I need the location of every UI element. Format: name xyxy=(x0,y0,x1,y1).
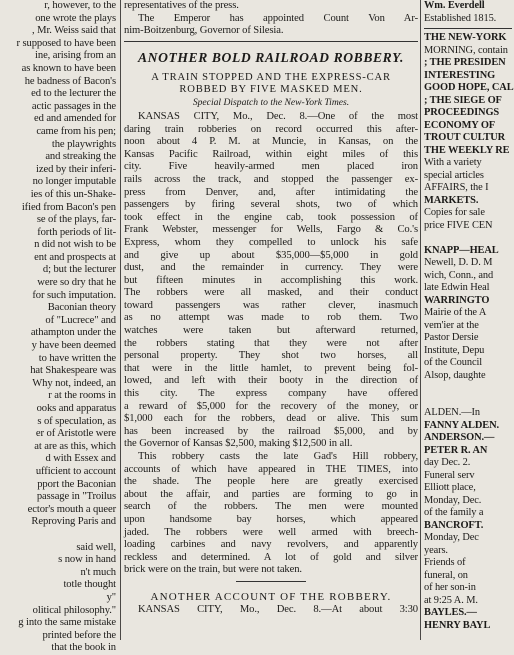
right-text-line: Institute, Depu xyxy=(424,344,485,356)
body-line: dust, and the remainder in currency. They were xyxy=(124,262,418,274)
left-text-line: r at the rooms in xyxy=(48,390,116,402)
left-text-line: said well, xyxy=(76,541,116,553)
left-text-line: n did not wish to be xyxy=(34,239,116,251)
left-text-line: ine, arising from an xyxy=(35,50,116,62)
right-text-line: of her son-in xyxy=(424,582,476,593)
left-text-line xyxy=(0,529,118,542)
left-text-line: ooks and apparatus xyxy=(36,403,116,414)
right-text-line: Newell, D. D. M xyxy=(424,257,493,268)
body-line: upon handsome bay horses, which appeared xyxy=(124,513,418,525)
body-line: The robbers were all masked, and their conduct xyxy=(124,287,418,299)
left-text-line: forth periods of lit- xyxy=(37,226,116,238)
left-text-line: ector's mouth a queer xyxy=(27,503,116,515)
right-text-line: HENRY BAYL xyxy=(424,619,491,631)
column-rule-right xyxy=(420,0,421,640)
left-text-line: ified from Bacon's pen xyxy=(21,201,116,213)
body-line: has been increased by the railroad $5,000, and by xyxy=(124,425,418,437)
right-text-line: INTERESTING xyxy=(424,69,496,81)
advertiser-name: Wm. Everdell xyxy=(424,0,485,11)
left-text-line: ufficient to account xyxy=(35,465,116,477)
left-text-line: er of Aristotle were xyxy=(35,428,116,440)
body-line: a reward of $5,000 for the recovery of the money, or xyxy=(124,400,418,412)
left-text-line: ies of this un-Shake- xyxy=(30,188,116,200)
left-text-line: ized by their inferi- xyxy=(36,163,116,175)
body-line: the Governor of Kansas $2,500, making $12,500 in all. xyxy=(124,438,353,450)
left-text-line: the playwrights xyxy=(51,138,116,150)
body-line: personal property. They shot two horses, all xyxy=(124,350,418,362)
right-text-line: GOOD HOPE, CAL xyxy=(424,82,514,93)
right-text-line: Friends of xyxy=(424,557,466,568)
right-text-line: Mairie of the A xyxy=(424,307,487,318)
left-text-line: ent and prospects at xyxy=(34,251,116,263)
body-line: about the affair, and parties are forming to go in xyxy=(124,488,418,500)
second-headline: ANOTHER ACCOUNT OF THE ROBBERY. xyxy=(150,590,392,603)
body-line: loading carbines and navy revolvers, and apparently xyxy=(124,539,418,551)
right-text-line: FANNY ALDEN. xyxy=(424,419,499,431)
left-text-line: athampton under the xyxy=(30,327,116,339)
left-text-line: hat Shakespeare was xyxy=(30,365,116,377)
right-text-line xyxy=(424,232,512,245)
left-text-line: g into the same mistake xyxy=(18,617,116,629)
body-line: reckless and determined. A lot of gold and silver xyxy=(124,551,418,563)
right-text-line: Alsop, daughte xyxy=(424,369,486,381)
body-line: press from Denver, and, after intimidating the xyxy=(124,186,418,198)
left-text-line: passage in "Troilus xyxy=(36,491,116,503)
body-line: watches were taken but afterward returned, xyxy=(124,325,418,337)
left-text-line: were so dry that he xyxy=(37,277,116,289)
subhead-line: A TRAIN STOPPED AND THE EXPRESS-CAR xyxy=(151,71,391,83)
body-line: daring train robberies on record occurred this after- xyxy=(124,123,418,135)
left-text-line: no longer imputable xyxy=(32,176,116,188)
left-text-line: came from his pen; xyxy=(36,125,116,137)
body-line: jaded. The robbers were well armed with breech- xyxy=(124,526,418,538)
left-text-line: to have written the xyxy=(38,352,116,364)
right-text-line: MORNING, contain xyxy=(424,44,508,56)
right-text-line: price FIVE CEN xyxy=(424,219,493,231)
body-line: took effect in the engine cab, took possession of xyxy=(124,211,418,223)
left-text-line: d; but the lecturer xyxy=(42,264,116,276)
body-line: that were in the little hamlet, to prevent being fol- xyxy=(124,362,418,374)
body-line: search of the robbers. The men were mounted xyxy=(124,501,418,513)
left-text-line: Baconian theory xyxy=(47,302,116,314)
right-text-line: Elliott place, xyxy=(424,482,476,493)
left-text-line: se of the plays, far- xyxy=(36,214,116,226)
right-text-line: ; THE SIEGE OF xyxy=(424,94,502,106)
body-line: lowed, and left with their booty in the direction of xyxy=(124,375,418,387)
left-text-line: of "Lucrece" and xyxy=(45,314,116,326)
right-text-line xyxy=(424,395,512,408)
right-column xyxy=(424,0,512,640)
right-text-line: THE NEW-YORK xyxy=(424,32,507,43)
right-column-text xyxy=(424,32,512,632)
body-line: toward passengers was rather clever, inasmuch xyxy=(124,299,418,311)
right-text-line: of the family a xyxy=(424,507,484,518)
left-text-line: for such imputation. xyxy=(32,289,116,301)
right-text-line: wich, Conn., and xyxy=(424,269,494,281)
headline: ANOTHER BOLD RAILROAD ROBBERY. xyxy=(137,49,404,65)
body-line: accounts of which have appeared in THE TIMES, into xyxy=(124,463,418,475)
intro-line: The Emperor has appointed Count Von Ar- xyxy=(138,12,418,24)
dispatch-credit: Special Dispatch to the New-York Times. xyxy=(192,96,350,108)
left-text-line: totle thought xyxy=(63,579,116,591)
right-text-line: PETER R. AN xyxy=(424,444,488,456)
body-line: the robbers stating that they were not after xyxy=(124,337,418,349)
intro-paragraph xyxy=(124,0,418,38)
left-text-line: d with Essex and xyxy=(45,453,116,465)
left-text-line: Why not, indeed, an xyxy=(32,377,116,389)
intro-line: representatives of the press. xyxy=(124,0,239,11)
subheadline xyxy=(124,72,418,97)
right-text-line: BAYLES.— xyxy=(424,607,477,618)
body-line: the shade. The people here are greatly exercised xyxy=(124,476,418,488)
section-divider xyxy=(124,41,418,42)
left-text-line: y have been deemed xyxy=(31,340,116,352)
intro-line: nim-Boitzenburg, Governor of Silesia. xyxy=(124,25,284,37)
left-text-line: one wrote the plays xyxy=(35,12,116,24)
right-text-line: PROCEEDINGS xyxy=(424,107,500,118)
right-text-line xyxy=(424,382,512,395)
right-text-line: Funeral serv xyxy=(424,469,475,481)
left-column xyxy=(0,0,118,654)
right-text-line: WARRINGTO xyxy=(424,294,490,306)
right-divider xyxy=(424,28,512,29)
right-text-line: THE WEEKLY RE xyxy=(424,144,510,156)
body-line: This robbery casts the late Gad's Hill robbery, xyxy=(138,451,418,462)
article-body xyxy=(124,111,418,577)
body-line: $1,000 each for the robbers, dead or alive. This sum xyxy=(124,413,418,425)
right-text-line: ALDEN.—In xyxy=(424,407,480,418)
right-text-line: With a variety xyxy=(424,157,482,168)
right-text-line: BANCROFT. xyxy=(424,519,484,531)
left-text-line: Reproving Paris and xyxy=(31,516,116,528)
left-text-line: that the book in xyxy=(51,642,116,654)
body-line: rails across the track, and stopped the passenger ex- xyxy=(124,173,418,185)
right-text-line: years. xyxy=(424,544,448,556)
right-text-line: of the Council xyxy=(424,357,483,368)
right-text-line: special articles xyxy=(424,169,484,181)
body-line: noon about 4 P. M. at Muncie, in Kansas, on the xyxy=(124,136,418,148)
body-line: KANSAS CITY, Mo., Dec. 8.—One of the most xyxy=(138,110,418,122)
right-text-line: late Edwin Heal xyxy=(424,282,490,293)
center-column xyxy=(124,0,418,640)
right-text-line: ; THE PRESIDEN xyxy=(424,57,506,68)
body-line: brick were on the train, but were not taken. xyxy=(124,564,302,576)
body-line: and give up about $35,000—$5,000 in gold xyxy=(124,249,418,261)
right-text-line: MARKETS. xyxy=(424,194,479,206)
left-text-line: s now in hand xyxy=(58,554,116,566)
body-line: Kansas Pacific Railroad, within eight miles of this xyxy=(124,148,418,160)
right-text-line: AFFAIRS, the I xyxy=(424,182,489,193)
left-text-line: r, however, to the xyxy=(44,0,116,11)
left-text-line: olitical philosophy." xyxy=(32,604,116,616)
body-line: Express, whom they compelled to unlock his safe xyxy=(124,236,418,248)
left-text-line: ed to the lecturer the xyxy=(31,88,116,100)
body-line: city. Five heavily-armed men placed iron xyxy=(124,161,418,173)
right-text-line: ANDERSON.— xyxy=(424,432,495,443)
right-text-line: funeral, on xyxy=(424,569,468,581)
left-text-line: as known to have been xyxy=(21,62,116,74)
left-text-line: pport the Baconian xyxy=(37,478,116,490)
article-divider xyxy=(236,581,306,582)
right-text-line: Pastor Dersie xyxy=(424,332,479,343)
body-line: as no attempt was made to rob them. Two xyxy=(124,312,418,324)
right-text-line: Monday, Dec xyxy=(424,532,479,543)
left-text-line: s of speculation, as xyxy=(37,415,116,427)
right-text-line: Monday, Dec. xyxy=(424,494,482,506)
left-text-line: actic passages in the xyxy=(31,100,116,112)
left-text-line: y" xyxy=(106,591,116,603)
body-line: Frank Webster, messenger for Wells, Fargo & Co.'s xyxy=(124,224,418,236)
right-text-line: vem'ier at the xyxy=(424,319,479,331)
right-text-line: TROUT CULTUR xyxy=(424,132,506,143)
body-line: but fifteen minutes in accomplishing this work. xyxy=(124,274,418,286)
left-text-line: printed before the xyxy=(42,629,116,641)
second-article-dateline: KANSAS CITY, Mo., Dec. 8.—At about 3:30 xyxy=(138,603,418,615)
right-text-line: day Dec. 2. xyxy=(424,457,471,468)
right-text-line: at 9:25 A. M. xyxy=(424,594,478,606)
left-text-line: n't much xyxy=(80,566,116,578)
left-text-line: , Mr. Weiss said that xyxy=(32,25,116,37)
left-text-line: he badness of Bacon's xyxy=(24,75,116,87)
left-text-line: and streaking the xyxy=(45,151,116,163)
body-line: this city. The express company have offered xyxy=(124,388,418,400)
right-text-line: KNAPP—HEAL xyxy=(424,244,499,256)
body-line: passengers by firing several shots, two of which xyxy=(124,199,418,211)
established-note: Established 1815. xyxy=(424,12,497,24)
left-text-line: at are as this, which xyxy=(34,440,116,452)
right-text-line: ECONOMY OF xyxy=(424,119,496,131)
left-text-line: r supposed to have been xyxy=(16,37,116,49)
right-text-line: Copies for sale xyxy=(424,207,485,218)
subhead-line: ROBBED BY FIVE MASKED MEN. xyxy=(179,84,363,96)
left-text-line: ed and amended for xyxy=(33,113,116,125)
column-rule-left xyxy=(120,0,121,640)
